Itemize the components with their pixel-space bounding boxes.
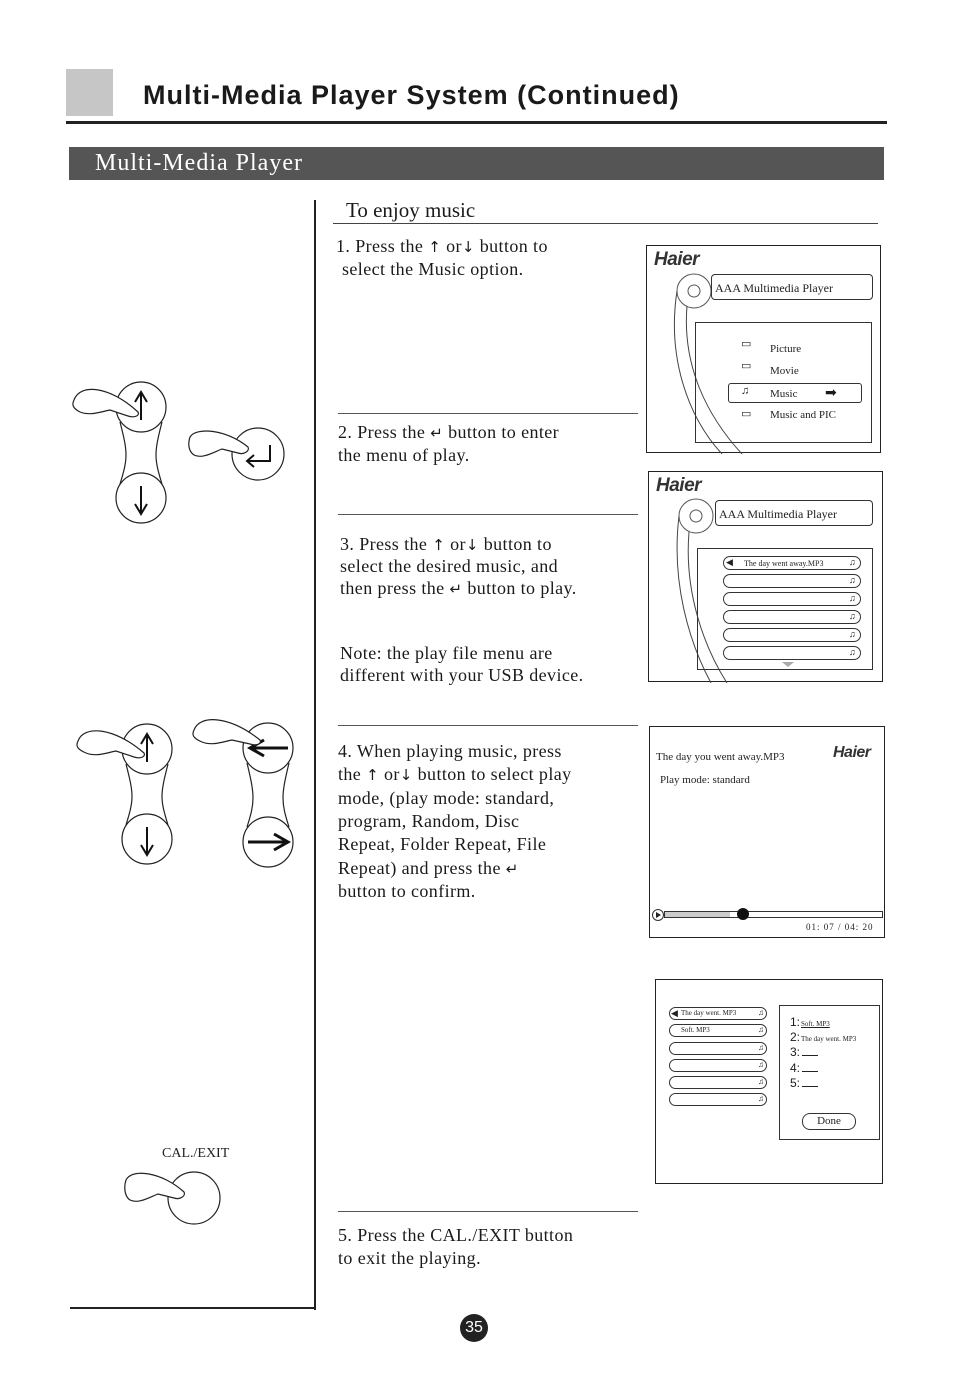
play-mode-label: Play mode: standard <box>660 774 750 786</box>
menu-item-picture[interactable]: Picture <box>770 343 802 355</box>
remote-cal-exit-illustration <box>122 1166 227 1226</box>
header-rule <box>66 121 887 124</box>
note-icon: ♫ <box>758 1025 764 1034</box>
remote-left-right-illustration <box>190 712 300 872</box>
track-row[interactable] <box>723 574 861 588</box>
track-row[interactable] <box>669 1076 767 1089</box>
haier-logo: Haier <box>833 744 871 761</box>
music-icon: ♫ <box>741 385 750 397</box>
track-row[interactable] <box>669 1059 767 1072</box>
note-icon: ♫ <box>758 1008 764 1017</box>
step-4-line-5: Repeat, Folder Repeat, File <box>338 834 547 854</box>
step-4-line-3: mode, (play mode: standard, <box>338 788 555 808</box>
page-number: 35 <box>460 1314 488 1342</box>
step-4-line-6: Repeat) and press the ↵ <box>338 857 519 881</box>
menu-item-music-and-pic[interactable]: Music and PIC <box>770 409 836 421</box>
track-name: The day went. MP3 <box>681 1009 737 1017</box>
step-5-line-1: 5. Press the CAL./EXIT button <box>338 1225 574 1245</box>
down-arrow-icon: ↓ <box>461 238 475 256</box>
step-1-line-1: 1. Press the ↑ or↓ button to <box>336 235 548 259</box>
progress-knob[interactable] <box>737 908 749 920</box>
track-row[interactable] <box>723 610 861 624</box>
track-name: The day went away.MP3 <box>744 559 824 568</box>
step-2-line-1: 2. Press the ↵ button to enter <box>338 421 559 445</box>
note-icon: ♫ <box>849 629 856 639</box>
subsection-rule <box>333 223 878 224</box>
play-icon[interactable] <box>652 909 664 921</box>
menu-icon-movie: ▭ <box>741 360 752 372</box>
section-title: Multi-Media Player <box>95 150 303 176</box>
slot-value: Soft. MP3 <box>801 1020 830 1028</box>
step-3-line-2: select the desired music, and <box>340 556 559 576</box>
step-4-line-1: 4. When playing music, press <box>338 741 562 761</box>
menu-panel <box>695 322 872 443</box>
track-row[interactable] <box>723 646 861 660</box>
track-row[interactable] <box>723 592 861 606</box>
done-button[interactable]: Done <box>802 1113 856 1130</box>
cal-exit-label: CAL./EXIT <box>162 1146 230 1161</box>
remote-up-down-illustration-2 <box>74 717 184 867</box>
step-5-line-2: to exit the playing. <box>338 1248 481 1268</box>
note-icon: ♫ <box>758 1077 764 1086</box>
up-arrow-icon: ↑ <box>366 766 380 784</box>
menu-item-music: Music <box>770 388 798 400</box>
up-arrow-icon: ↑ <box>428 238 442 256</box>
track-panel <box>697 548 873 670</box>
note-icon: ♫ <box>758 1094 764 1103</box>
now-playing-title: The day you went away.MP3 <box>656 751 785 763</box>
step-3-line-3: then press the ↵ button to play. <box>340 577 577 601</box>
bottom-rule <box>70 1307 316 1309</box>
track-row[interactable] <box>669 1007 767 1020</box>
separator <box>338 1211 638 1212</box>
screen-now-playing <box>649 726 885 938</box>
step-2-line-2: the menu of play. <box>338 445 470 465</box>
up-arrow-icon: ↑ <box>432 536 446 554</box>
progress-fill <box>665 912 730 917</box>
speaker-icon: ◀ <box>671 1008 678 1018</box>
slot-row[interactable]: 4: <box>790 1060 818 1076</box>
time-display: 01: 07 / 04: 20 <box>806 922 874 932</box>
slot-row[interactable]: 2:The day went. MP3 <box>790 1030 857 1044</box>
screen-main-menu <box>646 245 881 453</box>
menu-icon-music-pic: ▭ <box>741 408 752 420</box>
separator <box>338 725 638 726</box>
menu-item-music-highlight[interactable] <box>728 383 862 403</box>
menu-item-movie[interactable]: Movie <box>770 365 799 377</box>
step-4-line-4: program, Random, Disc <box>338 811 520 831</box>
screen-program <box>655 979 883 1184</box>
step-1-line-2: select the Music option. <box>342 259 524 279</box>
screen-track-list <box>648 471 883 682</box>
note-icon: ♫ <box>849 611 856 621</box>
track-row[interactable] <box>669 1093 767 1106</box>
slot-row[interactable]: 3: <box>790 1044 818 1060</box>
subsection-title: To enjoy music <box>346 198 476 222</box>
slot-row[interactable]: 1:Soft. MP3 <box>790 1015 830 1029</box>
enter-icon: ↵ <box>505 860 519 878</box>
menu-icon-picture: ▭ <box>741 338 752 350</box>
right-arrow-icon: ➡ <box>825 384 837 400</box>
step-4-line-2: the ↑ or↓ button to select play <box>338 763 572 787</box>
page-title: Multi-Media Player System (Continued) <box>143 80 680 110</box>
progress-bar[interactable] <box>664 911 883 918</box>
track-row[interactable] <box>723 628 861 642</box>
separator <box>338 514 638 515</box>
haier-logo: Haier <box>654 249 700 270</box>
slot-row[interactable]: 5: <box>790 1075 818 1091</box>
column-divider <box>314 200 316 1310</box>
app-title-bar: AAA Multimedia Player <box>715 500 873 526</box>
note-icon: ♫ <box>849 593 856 603</box>
note-icon: ♫ <box>849 647 856 657</box>
down-arrow-icon: ↓ <box>399 766 413 784</box>
note-line-1: Note: the play file menu are <box>340 643 553 663</box>
enter-icon: ↵ <box>430 424 444 442</box>
note-line-2: different with your USB device. <box>340 665 584 685</box>
track-row[interactable] <box>669 1042 767 1055</box>
track-row[interactable] <box>723 556 861 570</box>
note-icon: ♫ <box>758 1060 764 1069</box>
program-panel <box>779 1005 880 1140</box>
note-icon: ♫ <box>849 557 856 567</box>
remote-enter-illustration <box>186 425 291 485</box>
speaker-icon: ◀ <box>726 557 733 567</box>
app-title-bar: AAA Multimedia Player <box>711 274 873 300</box>
enter-icon: ↵ <box>449 580 463 598</box>
step-3-line-1: 3. Press the ↑ or↓ button to <box>340 533 552 557</box>
down-arrow-icon: ↓ <box>465 536 479 554</box>
note-icon: ♫ <box>758 1043 764 1052</box>
header-block <box>66 69 113 116</box>
track-row[interactable] <box>669 1024 767 1037</box>
track-name: Soft. MP3 <box>681 1026 710 1034</box>
note-icon: ♫ <box>849 575 856 585</box>
step-4-line-7: button to confirm. <box>338 881 476 901</box>
slot-value: The day went. MP3 <box>801 1035 857 1043</box>
haier-logo: Haier <box>656 475 702 496</box>
scroll-down-icon[interactable] <box>782 662 794 667</box>
separator <box>338 413 638 414</box>
